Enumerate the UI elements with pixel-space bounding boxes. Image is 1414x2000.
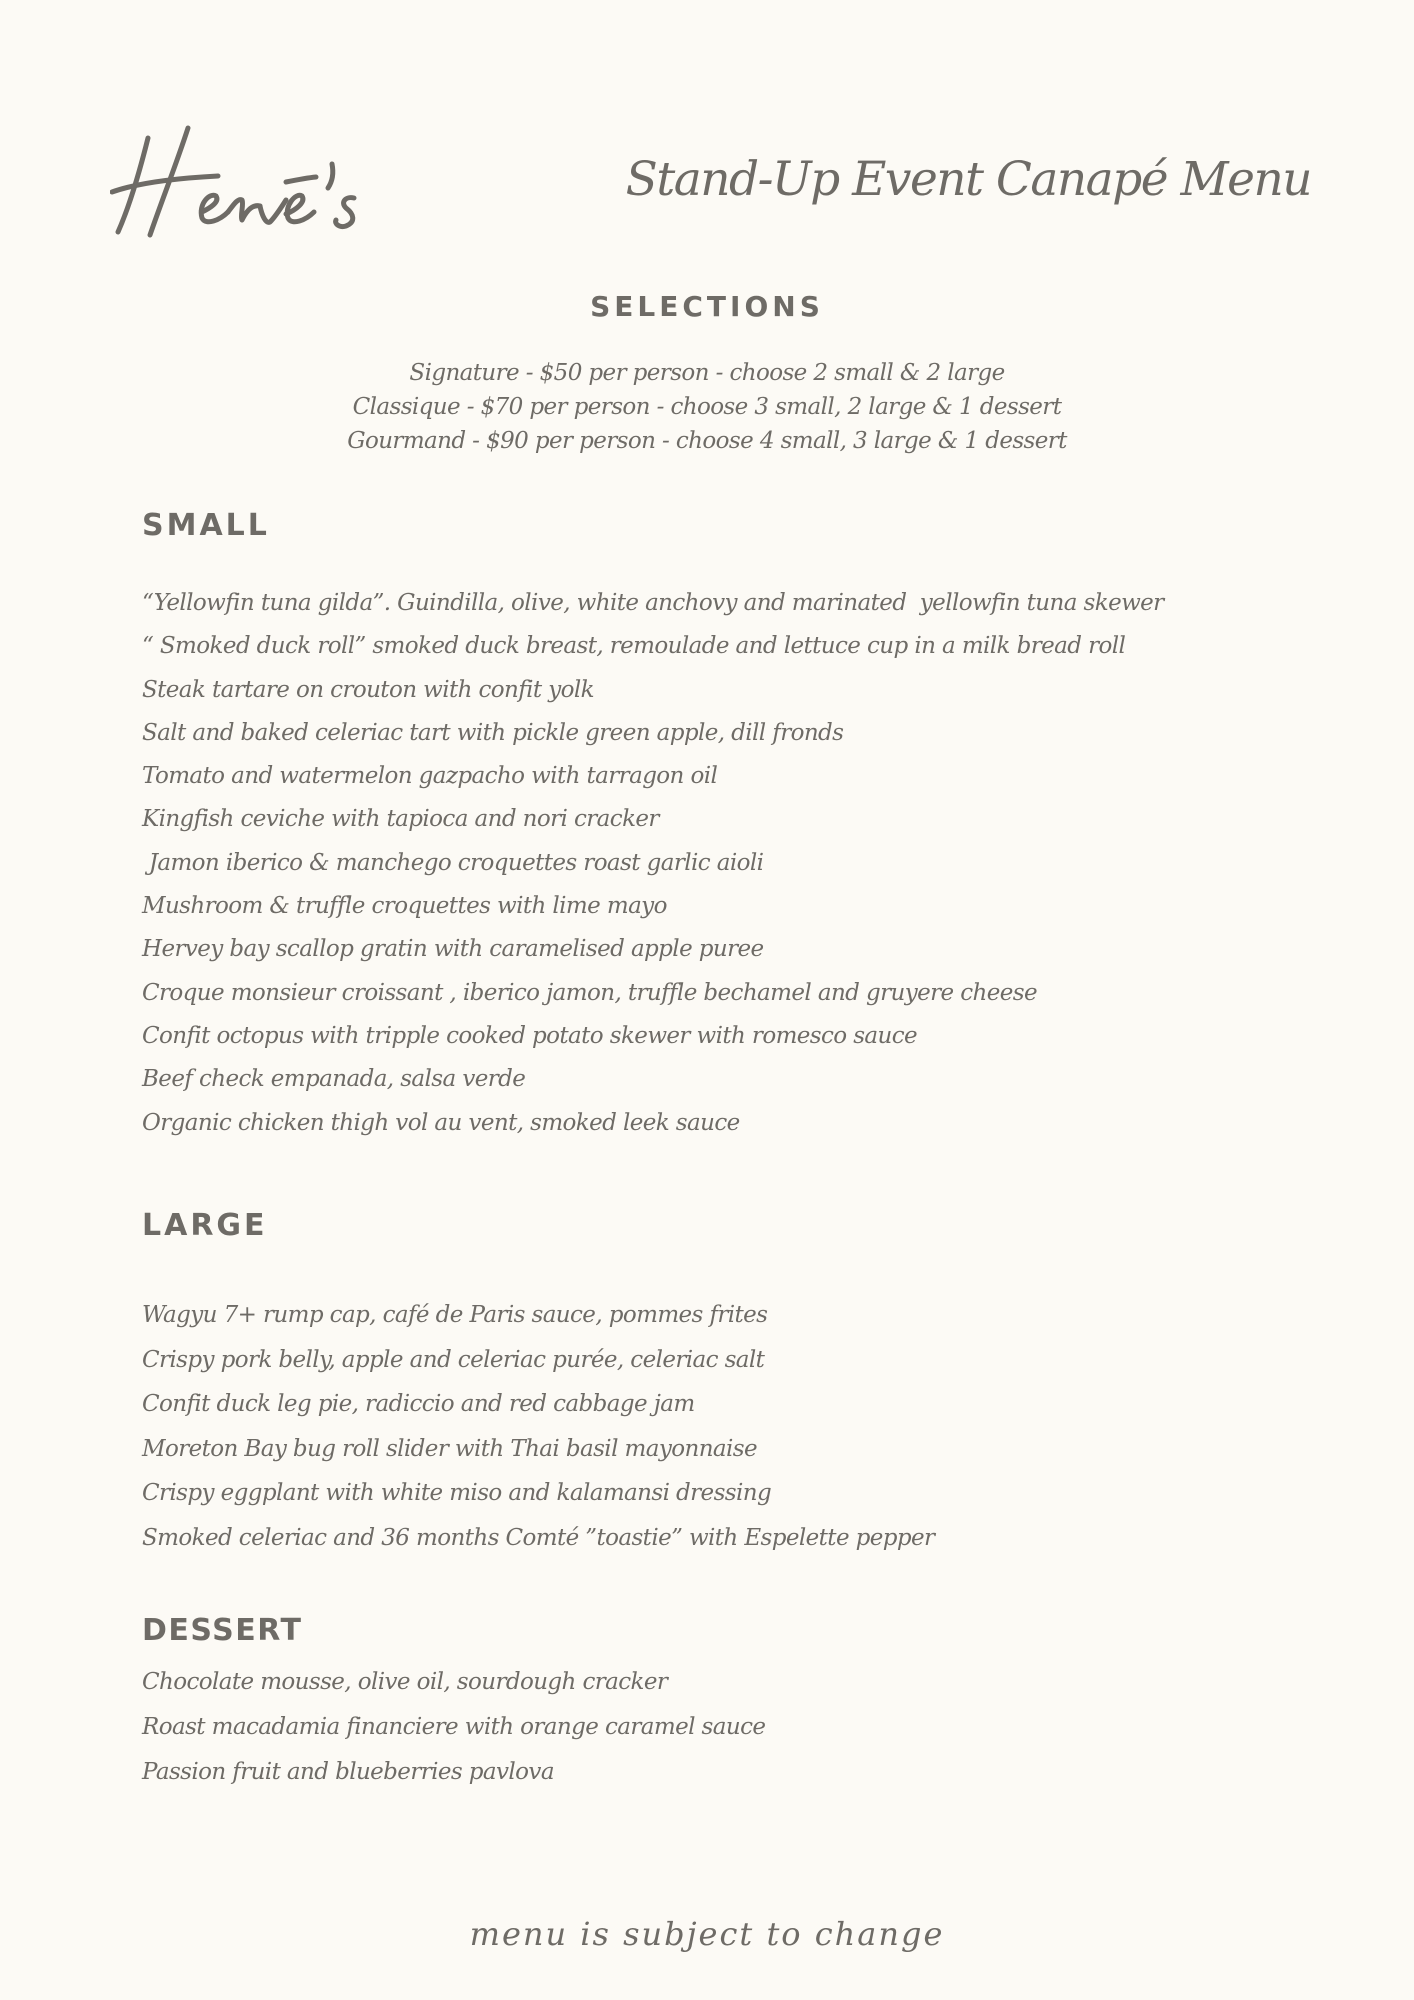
menu-item: Kingfish ceviche with tapioca and nori cracker bbox=[142, 806, 659, 833]
menu-item: Jamon iberico & manchego croquettes roast garlic aioli bbox=[142, 849, 764, 876]
menu-item: Passion fruit and blueberries pavlova bbox=[142, 1759, 554, 1785]
menu-item: Tomato and watermelon gazpacho with tarragon oil bbox=[142, 763, 718, 790]
menu-item: Salt and baked celeriac tart with pickle green apple, dill fronds bbox=[142, 719, 844, 746]
page-title: Stand-Up Event Canapé Menu bbox=[625, 152, 1311, 207]
menu-item: Confit duck leg pie, radiccio and red cabbage jam bbox=[142, 1391, 695, 1418]
selection-option: Classique - $70 per person - choose 3 small, 2 large & 1 dessert bbox=[352, 394, 1062, 420]
menu-item: Beef check empanada, salsa verde bbox=[142, 1066, 526, 1093]
menu-item: Confit octopus with tripple cooked potato skewer with romesco sauce bbox=[142, 1022, 918, 1049]
menu-item: Wagyu 7+ rump cap, café de Paris sauce, pommes frites bbox=[142, 1302, 768, 1328]
menu-item: Croque monsieur croissant , iberico jamon, truffle bechamel and gruyere cheese bbox=[142, 979, 1037, 1006]
menu-item: “ Smoked duck roll” smoked duck breast, remoulade and lettuce cup in a milk bread roll bbox=[142, 633, 1126, 660]
menu-item: Moreton Bay bug roll slider with Thai basil mayonnaise bbox=[142, 1435, 758, 1462]
menu-item: Organic chicken thigh vol au vent, smoked leek sauce bbox=[142, 1109, 740, 1136]
footer-note: menu is subject to change bbox=[469, 1915, 945, 1953]
menu-item: Chocolate mousse, olive oil, sourdough cracker bbox=[142, 1669, 668, 1695]
menu-item: Smoked celeriac and 36 months Comté ”toastie” with Espelette pepper bbox=[142, 1524, 935, 1551]
menu-item: Mushroom & truffle croquettes with lime mayo bbox=[142, 893, 667, 920]
small-items-list bbox=[142, 582, 1164, 1145]
dessert-items-list bbox=[142, 1660, 765, 1795]
dessert-section-heading: DESSERT bbox=[142, 1613, 303, 1648]
menu-item: “Yellowfin tuna gilda”. Guindilla, olive, white anchovy and marinated yellowfin tuna skewer bbox=[142, 590, 1164, 616]
selection-option: Gourmand - $90 per person - choose 4 small, 3 large & 1 dessert bbox=[347, 428, 1067, 454]
menu-item: Steak tartare on crouton with confit yolk bbox=[142, 676, 595, 703]
selections-heading: SELECTIONS bbox=[590, 290, 824, 323]
large-items-list bbox=[142, 1293, 934, 1561]
small-section-heading: SMALL bbox=[142, 508, 270, 543]
brand-logo bbox=[110, 120, 420, 250]
menu-item: Hervey bay scallop gratin with caramelised apple puree bbox=[142, 936, 764, 963]
selection-option: Signature - $50 per person - choose 2 small & 2 large bbox=[409, 360, 1005, 386]
large-section-heading: LARGE bbox=[142, 1208, 268, 1243]
menu-item: Roast macadamia financiere with orange caramel sauce bbox=[142, 1714, 766, 1740]
menu-item: Crispy pork belly, apple and celeriac purée, celeriac salt bbox=[142, 1346, 765, 1373]
menu-item: Crispy eggplant with white miso and kalamansi dressing bbox=[142, 1480, 772, 1507]
selections-list bbox=[0, 356, 1414, 458]
